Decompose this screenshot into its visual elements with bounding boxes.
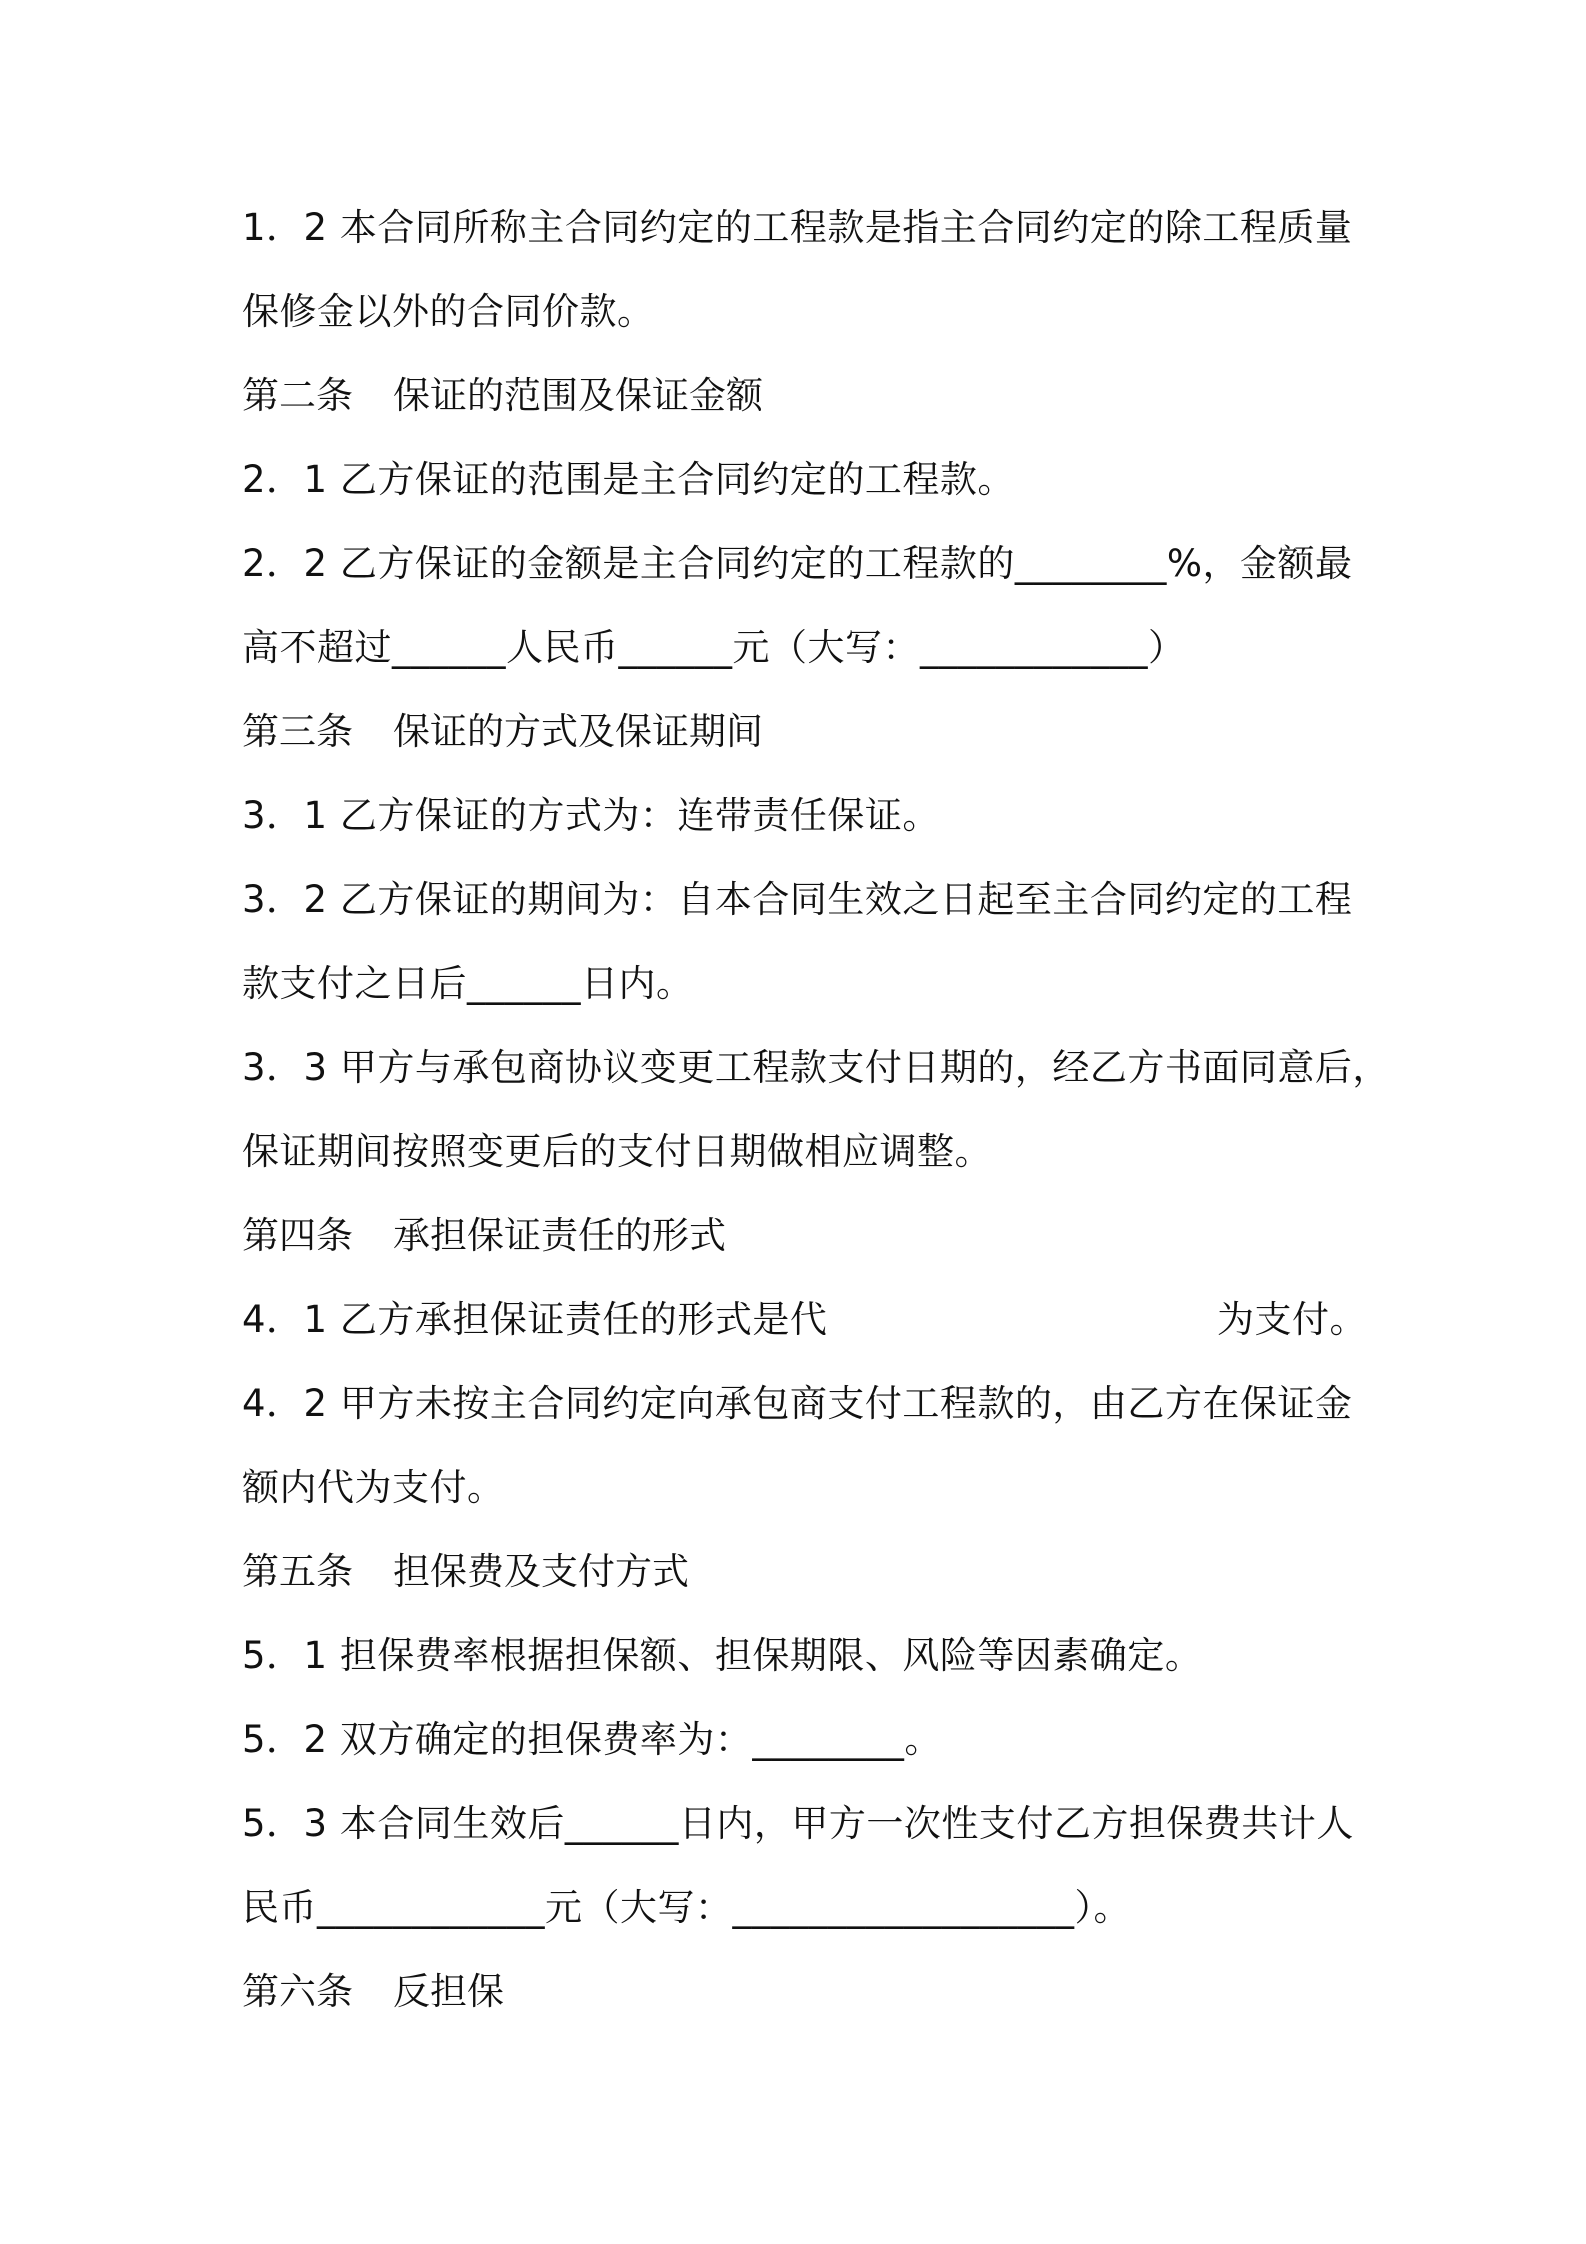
clause-5-2: 5．2 双方确定的担保费率为：________。 [242,1718,942,1761]
article-3-heading [242,702,763,762]
clause-3-3-line-2: 保证期间按照变更后的支付日期做相应调整。 [242,1130,992,1173]
clause-4-2-line-1: 4．2 甲方未按主合同约定向承包商支付工程款的，由乙方在保证金 [242,1382,1353,1425]
clause-3-2-line-2: 款支付之日后______日内。 [242,962,694,1005]
clause-3-3-line-1: 3．3 甲方与承包商协议变更工程款支付日期的，经乙方书面同意后， [242,1046,1390,1089]
clause-4-1-end: 为支付。 [1217,1298,1367,1341]
clause-2-2-line-2: 高不超过______人民币______元（大写：____________） [242,626,1186,669]
article-5-number: 第五条 [242,1550,353,1593]
clause-1-2-line-1: 1．2 本合同所称主合同约定的工程款是指主合同约定的除工程质量 [242,206,1353,249]
article-2-number: 第二条 [242,374,353,417]
article-3-title: 保证的方式及保证期间 [393,710,763,753]
clause-5-1: 5．1 担保费率根据担保额、担保期限、风险等因素确定。 [242,1634,1203,1677]
clause-3-2-line-1: 3．2 乙方保证的期间为：自本合同生效之日起至主合同约定的工程 [242,878,1353,921]
clause-2-1: 2．1 乙方保证的范围是主合同约定的工程款。 [242,458,1015,501]
article-2-heading [242,366,763,426]
article-2-title: 保证的范围及保证金额 [393,374,763,417]
article-4-heading [242,1206,726,1266]
clause-1-2-line-2: 保修金以外的合同价款。 [242,290,655,333]
article-5-title: 担保费及支付方式 [393,1550,689,1593]
article-3-number: 第三条 [242,710,353,753]
article-6-title: 反担保 [393,1970,504,2013]
clause-4-1-start: 4．1 乙方承担保证责任的形式是代 [242,1298,828,1341]
clause-4-2-line-2: 额内代为支付。 [242,1466,505,1509]
clause-5-3-line-1: 5．3 本合同生效后______日内，甲方一次性支付乙方担保费共计人 [242,1802,1354,1845]
article-6-number: 第六条 [242,1970,353,2013]
article-4-title: 承担保证责任的形式 [393,1214,726,1257]
article-5-heading [242,1542,689,1602]
clause-3-1: 3．1 乙方保证的方式为：连带责任保证。 [242,794,940,837]
article-4-number: 第四条 [242,1214,353,1257]
clause-2-2-line-1: 2．2 乙方保证的金额是主合同约定的工程款的________%，金额最 [242,542,1353,585]
clause-5-3-line-2: 民币____________元（大写：__________________）。 [242,1886,1131,1929]
article-6-heading [242,1962,504,2022]
clause-4-1 [242,1290,1367,1350]
